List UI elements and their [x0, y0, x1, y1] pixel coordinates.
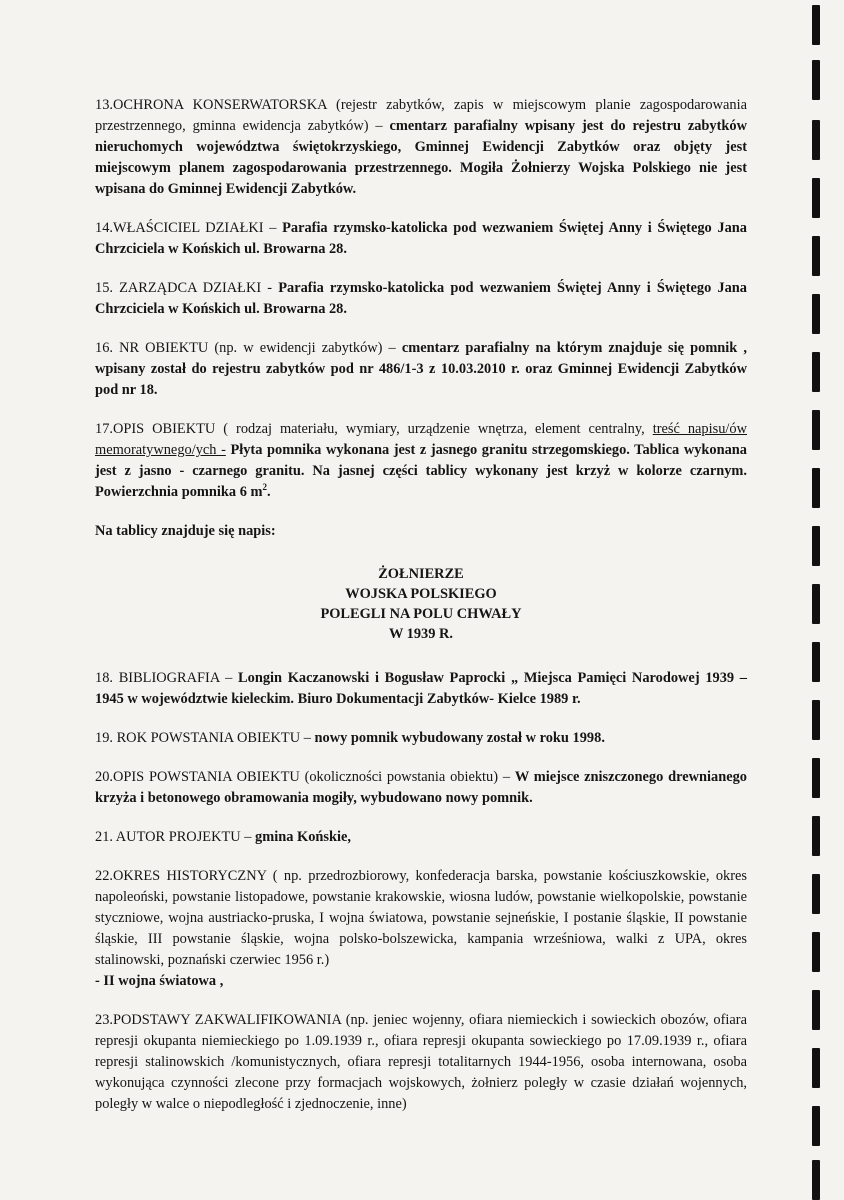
binding-hole	[812, 1160, 820, 1200]
section-21-label: 21. AUTOR PROJEKTU –	[95, 829, 256, 845]
inscription-line: POLEGLI NA POLU CHWAŁY	[320, 606, 522, 622]
binding-hole	[812, 758, 820, 798]
section-20-text: W miejsce zniszczonego drewnianego krzyża i betonowego obramowania mogiły, wybudowano nowy pomnik.	[95, 769, 747, 806]
binding-hole	[812, 178, 820, 218]
section-19-label: 19. ROK POWSTANIA OBIEKTU –	[95, 730, 315, 746]
section-14-label: 14.WŁAŚCICIEL DZIAŁKI –	[95, 220, 283, 236]
section-17-text: Płyta pomnika wykonana jest z jasnego granitu strzegomskiego. Tablica wykonana jest z jasno - czarnego granitu. Na jasnej części tablicy wykonany jest krzyż w kolorze czarnym. Powierzchnia pomnika 6 m	[95, 442, 747, 500]
binding-hole	[812, 584, 820, 624]
section-22-text: - II wojna światowa ,	[95, 973, 224, 989]
section-18-bibliography	[95, 668, 747, 710]
section-15-label: 15. ZARZĄDCA DZIAŁKI -	[95, 280, 279, 296]
binding-hole	[812, 294, 820, 334]
binding-hole	[812, 642, 820, 682]
binding-hole	[812, 1048, 820, 1088]
section-23-label: 23.PODSTAWY ZAKWALIFIKOWANIA (np. jeniec wojenny, ofiara niemieckich i sowieckich obozów, ofiara represji okupanta niemieckiego po 1.09.1939 r., ofiara represji okupanta sowieckiego po 17.09.1939 r., ofiara represji stalinowskich /komunistycznych, ofiara represji totalitarnych 1944-1956, osoba internowana, osoba wykonująca czynności zlecone przy formacjach wojskowych, żołnierz poległy w czasie działań wojennych, poległy w walce o niepodległość i zjednoczenie, inne)	[95, 1012, 747, 1112]
section-17-label-underlined: treść napisu/ów memoratywnego/ych -	[95, 421, 747, 458]
binding-hole	[812, 468, 820, 508]
section-19-year-built	[95, 728, 747, 749]
inscription-line: WOJSKA POLSKIEGO	[345, 586, 497, 602]
section-17-label: 17.OPIS OBIEKTU ( rodzaj materiału, wymiary, urządzenie wnętrza, element centralny,	[95, 421, 653, 437]
binding-hole	[812, 816, 820, 856]
binding-hole	[812, 60, 820, 100]
inscription-intro: Na tablicy znajduje się napis:	[95, 523, 276, 539]
section-21-author	[95, 827, 747, 848]
section-22-historical-period	[95, 866, 747, 992]
inscription-block	[95, 564, 747, 644]
section-14-owner	[95, 218, 747, 260]
section-19-text: nowy pomnik wybudowany został w roku 1998.	[314, 730, 605, 746]
section-18-label: 18. BIBLIOGRAFIA –	[95, 670, 239, 686]
inscription-line: ŻOŁNIERZE	[378, 566, 464, 582]
section-13-text: cmentarz parafialny wpisany jest do rejestru zabytków nieruchomych województwa świętokrzyskiego, Gminnej Ewidencji Zabytków oraz objęty jest miejscowym planem zagospodarowania przestrzennego. Mogiła Żołnierzy Wojska Polskiego nie jest wpisana do Gminnej Ewidencji Zabytków.	[95, 118, 747, 197]
section-16-text: cmentarz parafialny na którym znajduje się pomnik , wpisany został do rejestru zabytków pod nr 486/1-3 z 10.03.2010 r. oraz Gminnej Ewidencji Zabytków pod nr 18.	[95, 340, 747, 398]
section-17-sup: 2	[262, 482, 267, 493]
section-21-text: gmina Końskie,	[255, 829, 352, 845]
inscription-line: W 1939 R.	[388, 626, 454, 642]
binding-hole	[812, 990, 820, 1030]
binding-hole	[812, 526, 820, 566]
binding-hole	[812, 932, 820, 972]
section-20-origin	[95, 767, 747, 809]
document-page	[95, 95, 747, 1133]
section-22-label: 22.OKRES HISTORYCZNY ( np. przedrozbiorowy, konfederacja barska, powstanie kościuszkowskie, okres napoleoński, powstanie listopadowe, powstanie krakowskie, wiosna ludów, powstanie wielkopolskie, powstanie styczniowe, wojna austriacko-pruska, I wojna światowa, powstanie sejneńskie, I postanie śląskie, II powstanie śląskie, III powstanie śląskie, wojna polsko-bolszewicka, kampania wrześniowa, walki z UPA, okres stalinowski, poznański czerwiec 1956 r.)	[95, 868, 747, 968]
section-15-text: Parafia rzymsko-katolicka pod wezwaniem Świętej Anny i Świętego Jana Chrzciciela w Końskich ul. Browarna 28.	[95, 280, 747, 317]
binding-holes	[812, 0, 826, 1199]
section-15-manager	[95, 278, 747, 320]
section-13-label: 13.OCHRONA KONSERWATORSKA	[95, 97, 327, 113]
binding-hole	[812, 352, 820, 392]
section-20-label: 20.OPIS POWSTANIA OBIEKTU (okoliczności powstania obiektu) –	[95, 769, 515, 785]
binding-hole	[812, 120, 820, 160]
binding-hole	[812, 700, 820, 740]
section-23-qualification	[95, 1010, 747, 1115]
section-16-label: 16. NR OBIEKTU (np. w ewidencji zabytków) –	[95, 340, 402, 356]
section-17-object-description	[95, 419, 747, 503]
binding-hole	[812, 410, 820, 450]
section-13-heritage-protection	[95, 95, 747, 200]
section-13-paren: (rejestr zabytków, zapis w miejscowym planie zagospodarowania przestrzennego, gminna ewidencja zabytków) –	[95, 97, 747, 134]
section-16-object-number	[95, 338, 747, 401]
section-18-text: Longin Kaczanowski i Bogusław Paprocki „ Miejsca Pamięci Narodowej 1939 – 1945 w województwie kieleckim. Biuro Dokumentacji Zabytków- Kielce 1989 r.	[95, 670, 747, 707]
binding-hole	[812, 236, 820, 276]
section-14-text: Parafia rzymsko-katolicka pod wezwaniem Świętej Anny i Świętego Jana Chrzciciela w Końskich ul. Browarna 28.	[95, 220, 747, 257]
binding-hole	[812, 874, 820, 914]
section-17-end: .	[267, 484, 271, 500]
binding-hole	[812, 5, 820, 45]
binding-hole	[812, 1106, 820, 1146]
